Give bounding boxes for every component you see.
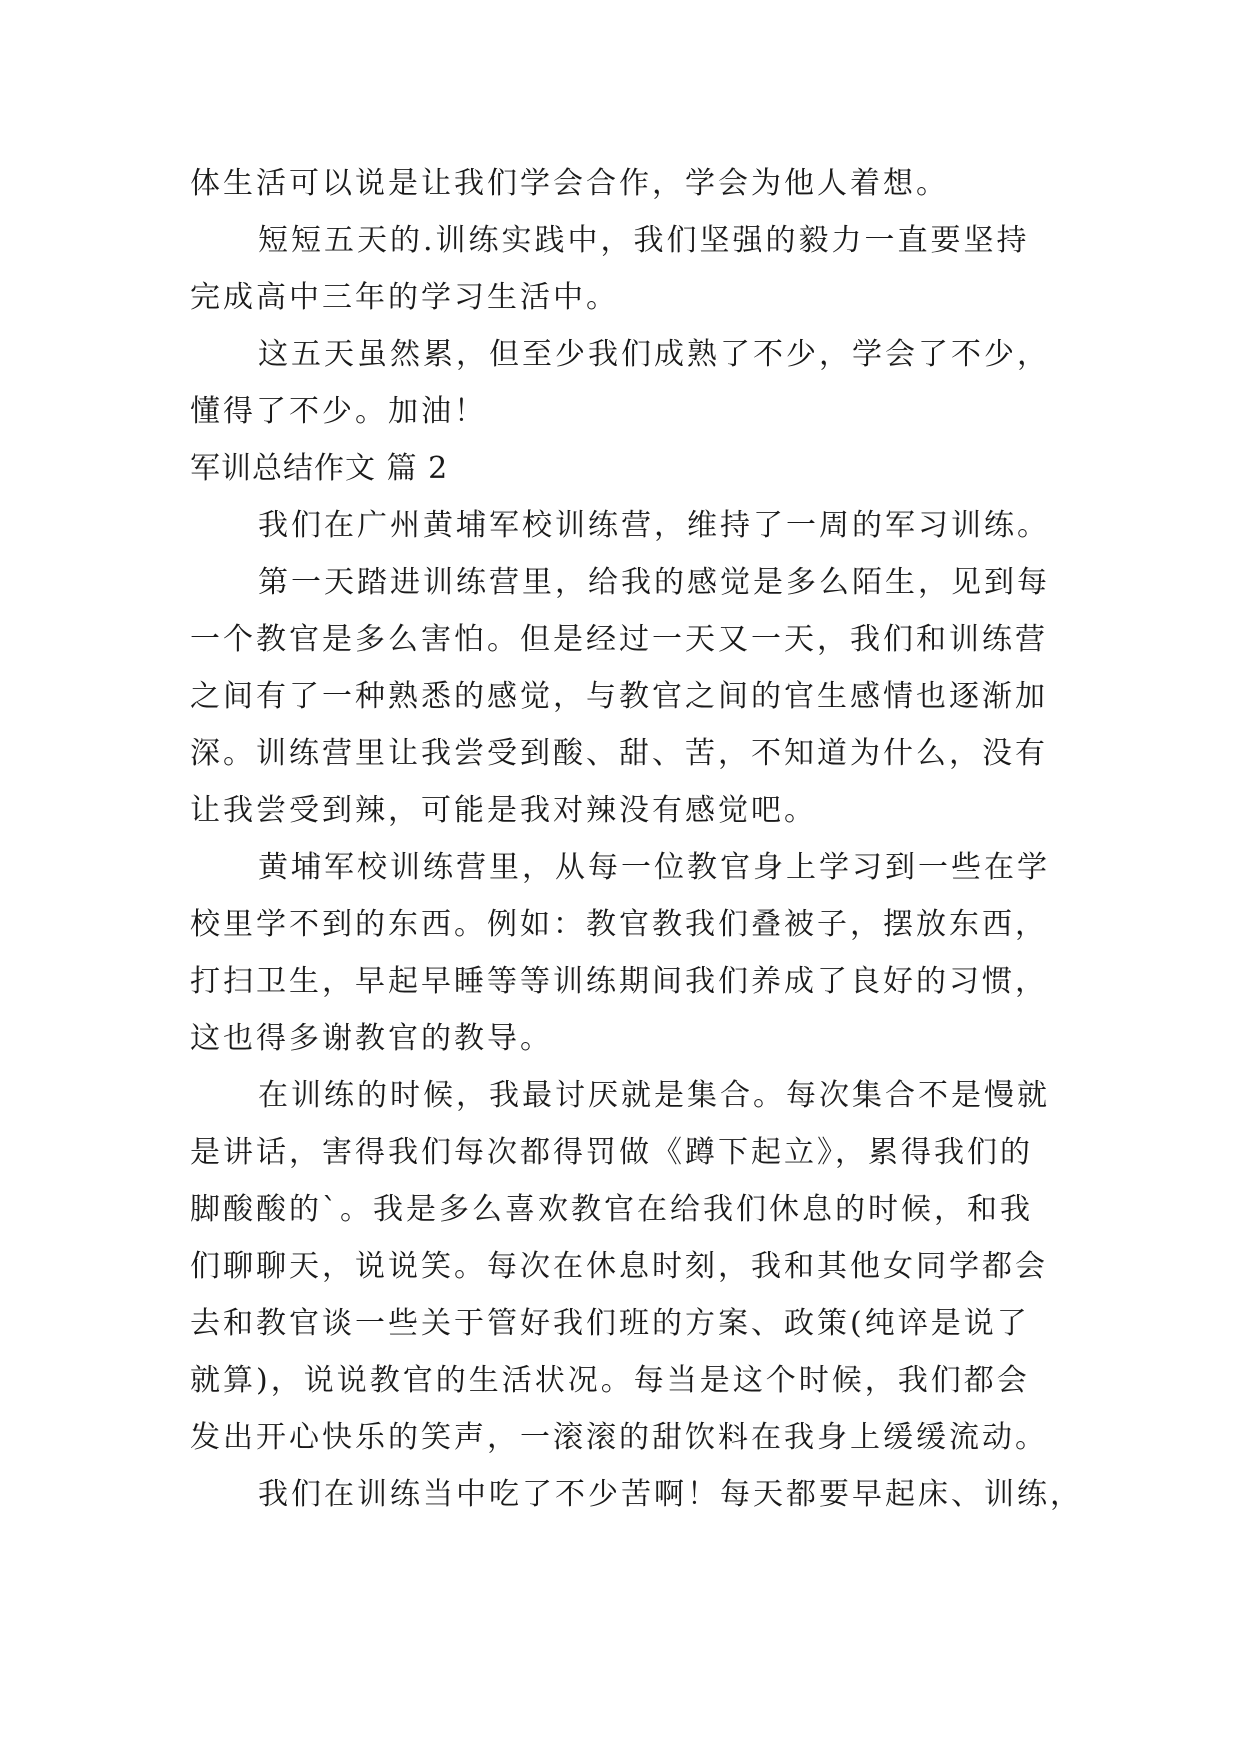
text-line: 脚酸酸的`。我是多么喜欢教官在给我们休息的时候，和我 [190,1192,1033,1227]
paragraph-start-line: 短短五天的.训练实践中，我们坚强的毅力一直要坚持 [258,223,1030,258]
text-line: 发出开心快乐的笑声，一滚滚的甜饮料在我身上缓缓流动。 [190,1420,1048,1455]
text-line: 这也得多谢教官的教导。 [190,1021,553,1056]
text-line: 体生活可以说是让我们学会合作，学会为他人着想。 [190,166,949,201]
text-line: 懂得了不少。加油！ [190,394,487,429]
paragraph-start-line: 黄埔军校训练营里，从每一位教官身上学习到一些在学 [258,850,1050,885]
document-body [190,155,1083,1523]
paragraph-start-line: 我们在训练当中吃了不少苦啊！每天都要早起床、训练， [258,1477,1083,1512]
paragraph-start-line: 这五天虽然累，但至少我们成熟了不少，学会了不少， [258,337,1050,372]
text-line: 深。训练营里让我尝受到酸、甜、苦，不知道为什么，没有 [190,736,1048,771]
paragraph-start-line: 在训练的时候，我最讨厌就是集合。每次集合不是慢就 [258,1078,1050,1113]
text-line: 完成高中三年的学习生活中。 [190,280,619,315]
section-heading: 军训总结作文 篇 2 [190,451,449,486]
text-line: 校里学不到的东西。例如：教官教我们叠被子，摆放东西， [190,907,1048,942]
paragraph-start-line: 第一天踏进训练营里，给我的感觉是多么陌生，见到每 [258,565,1050,600]
text-line: 让我尝受到辣，可能是我对辣没有感觉吧。 [190,793,817,828]
text-line: 们聊聊天，说说笑。每次在休息时刻，我和其他女同学都会 [190,1249,1048,1284]
paragraph-start-line: 我们在广州黄埔军校训练营，维持了一周的军习训练。 [258,508,1050,543]
text-line: 是讲话，害得我们每次都得罚做《蹲下起立》，累得我们的 [190,1135,1033,1170]
text-line: 一个教官是多么害怕。但是经过一天又一天，我们和训练营 [190,622,1048,657]
text-line: 就算)，说说教官的生活状况。每当是这个时候，我们都会 [190,1363,1030,1398]
text-line: 去和教官谈一些关于管好我们班的方案、政策(纯谇是说了 [190,1306,1030,1341]
text-line: 之间有了一种熟悉的感觉，与教官之间的官生感情也逐渐加 [190,679,1048,714]
text-line: 打扫卫生，早起早睡等等训练期间我们养成了良好的习惯， [190,964,1048,999]
